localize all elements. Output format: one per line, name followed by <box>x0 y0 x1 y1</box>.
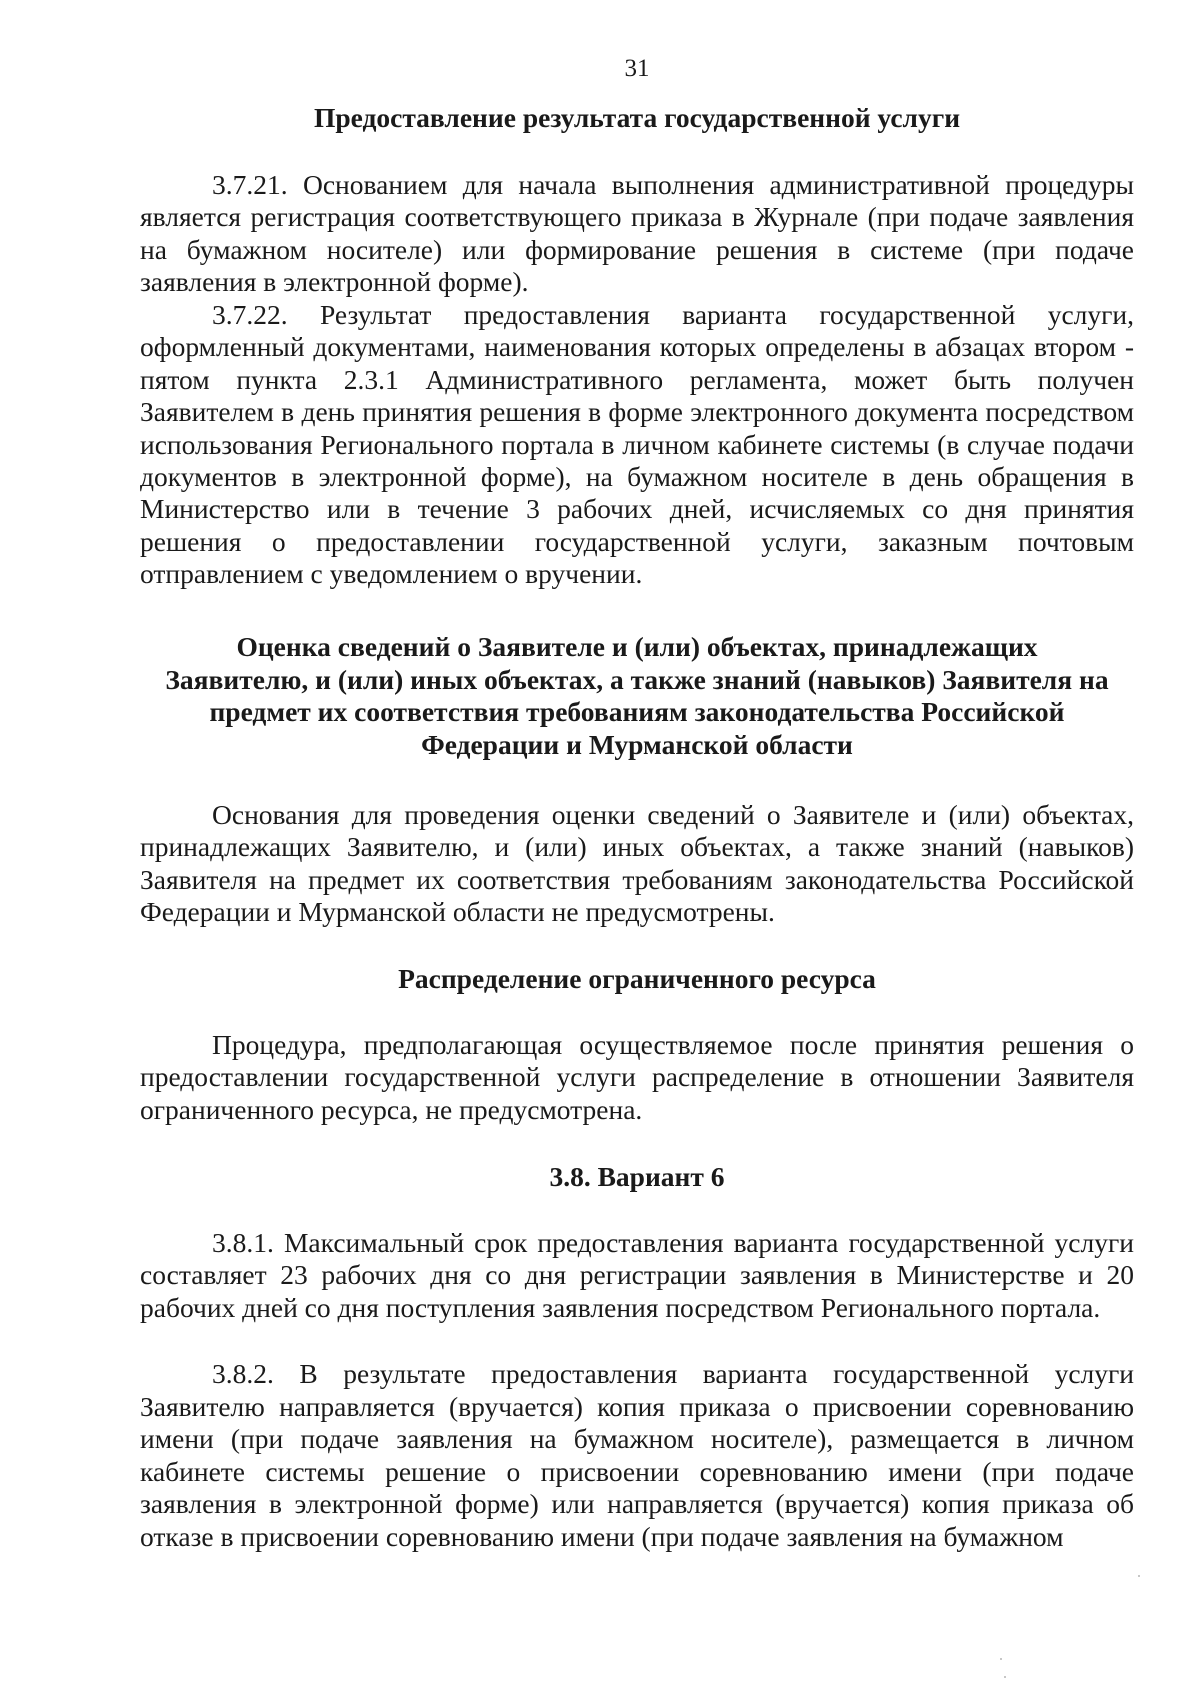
paragraph-3-8-2: 3.8.2. В результате предоставления варианта государственной услуги Заявителю направляется (вручается) копия приказа о присвоении соревнованию имени (при подаче заявления на бумажном носителе), размещается в личном кабинете системы решение о присвоении соревнованию имени (при подаче заявления в электронной форме) или направляется (вручается) копия приказа об отказе в присвоении соревнованию имени (при подаче заявления на бумажном <box>140 1358 1134 1552</box>
heading-line: предмет их соответствия требованиям законодательства Российской <box>209 696 1065 727</box>
section-heading-variant-6: 3.8. Вариант 6 <box>549 1161 725 1192</box>
paragraph-3-8-1: 3.8.1. Максимальный срок предоставления варианта государственной услуги составляет 23 рабочих дня со дня регистрации заявления в Министерстве и 20 рабочих дней со дня поступления заявления посредством Регионального портала. <box>140 1227 1134 1323</box>
section-heading-assessment <box>140 631 1134 761</box>
paragraph-resource: Процедура, предполагающая осуществляемое после принятия решения о предоставлении государственной услуги распределение в отношении Заявителя ограниченного ресурса, не предусмотрена. <box>140 1029 1134 1125</box>
paragraph-3-7-22: 3.7.22. Результат предоставления варианта государственной услуги, оформленный документами, наименования которых определены в абзацах втором - пятом пункта 2.3.1 Административного регламента, может быть получен Заявителем в день принятия решения в форме электронного документа посредством использования Регионального портала в личном кабинете системы (в случае подачи документов в электронной форме), на бумажном носителе в день обращения в Министерство или в течение 3 рабочих дней, исчисляемых со дня принятия решения о предоставлении государственной услуги, заказным почтовым отправлением с уведомлением о вручении. <box>140 299 1134 590</box>
heading-line: Оценка сведений о Заявителе и (или) объектах, принадлежащих <box>236 631 1038 662</box>
scan-speck <box>1138 1575 1140 1577</box>
scan-speck <box>1004 1676 1006 1678</box>
paragraph-3-7-21: 3.7.21. Основанием для начала выполнения административной процедуры является регистрация соответствующего приказа в Журнале (при подаче заявления на бумажном носителе) или формирование решения в системе (при подаче заявления в электронной форме). <box>140 169 1134 298</box>
section-heading-result: Предоставление результата государственной услуги <box>313 102 961 133</box>
section-heading-resource: Распределение ограниченного ресурса <box>398 963 876 994</box>
paragraph-assessment: Основания для проведения оценки сведений о Заявителе и (или) объектах, принадлежащих Заявителю, и (или) иных объектах, а также знаний (навыков) Заявителя на предмет их соответствия требованиям законодательства Российской Федерации и Мурманской области не предусмотрены. <box>140 799 1134 928</box>
page-number: 31 <box>624 55 650 82</box>
heading-line: Федерации и Мурманской области <box>421 728 853 760</box>
scan-speck <box>1000 1658 1002 1660</box>
heading-line: Заявителю, и (или) иных объектах, а также знаний (навыков) Заявителя на <box>165 663 1109 695</box>
